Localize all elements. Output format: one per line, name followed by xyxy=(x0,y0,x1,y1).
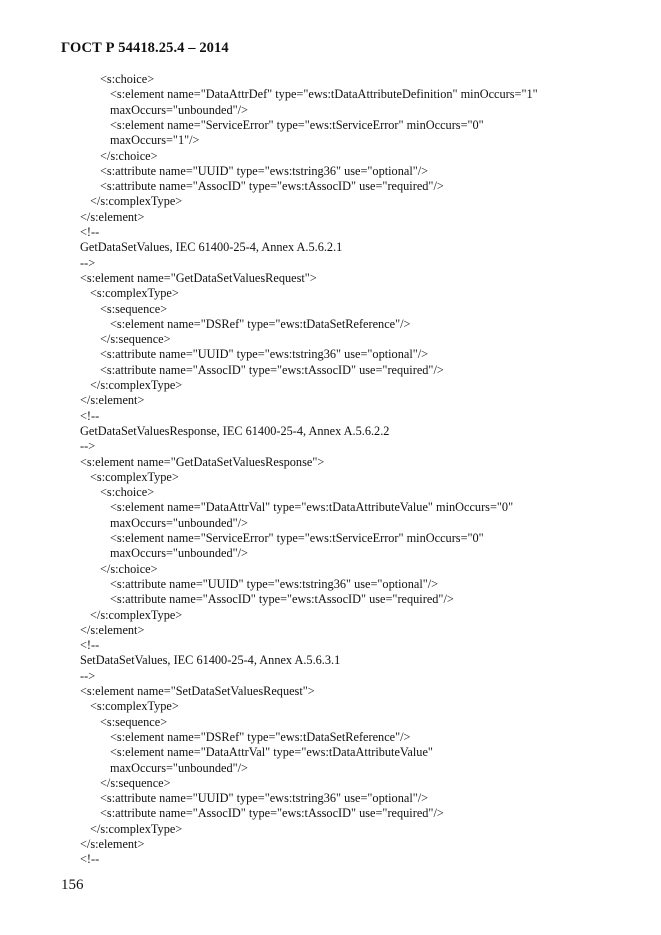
code-line: <s:complexType> xyxy=(90,699,179,714)
document-header: ГОСТ Р 54418.25.4 – 2014 xyxy=(61,40,229,56)
code-line: <!-- xyxy=(80,408,100,423)
code-line: </s:element> xyxy=(80,209,145,224)
code-line: maxOccurs="1"/> xyxy=(110,133,200,148)
code-line: </s:complexType> xyxy=(90,194,183,209)
code-line: <s:attribute name="AssocID" type="ews:tAssocID" use="required"/> xyxy=(100,806,444,821)
code-line: --> xyxy=(80,439,96,454)
code-line: <s:element name="DataAttrDef" type="ews:tDataAttributeDefinition" minOccurs="1" xyxy=(110,87,538,102)
code-line: GetDataSetValuesResponse, IEC 61400-25-4, Annex A.5.6.2.2 xyxy=(80,423,390,438)
code-line: <!-- xyxy=(80,852,100,867)
code-line: maxOccurs="unbounded"/> xyxy=(110,515,248,530)
code-line: <s:complexType> xyxy=(90,286,179,301)
code-line: <s:element name="ServiceError" type="ews:tServiceError" minOccurs="0" xyxy=(110,117,484,132)
code-line: </s:sequence> xyxy=(100,332,171,347)
code-line: <s:element name="GetDataSetValuesResponse"> xyxy=(80,454,325,469)
code-line: </s:element> xyxy=(80,622,145,637)
code-line: </s:complexType> xyxy=(90,607,183,622)
code-line: <s:attribute name="UUID" type="ews:tstring36" use="optional"/> xyxy=(110,576,439,591)
code-line: </s:complexType> xyxy=(90,378,183,392)
code-line: </s:sequence> xyxy=(100,775,171,790)
code-line: </s:complexType> xyxy=(90,821,183,836)
code-line: </s:choice> xyxy=(100,561,158,576)
code-line: </s:element> xyxy=(80,393,145,408)
code-line: <s:sequence> xyxy=(100,714,168,729)
code-line: <s:choice> xyxy=(100,72,155,86)
code-line: <!-- xyxy=(80,638,100,653)
code-line: maxOccurs="unbounded"/> xyxy=(110,546,248,561)
code-line: <s:attribute name="AssocID" type="ews:tAssocID" use="required"/> xyxy=(100,179,444,194)
code-line: <s:sequence> xyxy=(100,301,168,316)
code-line: --> xyxy=(80,255,96,270)
code-line: <s:complexType> xyxy=(90,469,179,484)
code-line: <s:choice> xyxy=(100,485,155,500)
code-line: GetDataSetValues, IEC 61400-25-4, Annex A.5.6.2.1 xyxy=(80,240,343,255)
code-line: <s:element name="DSRef" type="ews:tDataSetReference"/> xyxy=(110,316,411,331)
code-line: <s:attribute name="UUID" type="ews:tstring36" use="optional"/> xyxy=(100,347,429,362)
code-line: <s:element name="SetDataSetValuesRequest"> xyxy=(80,684,315,698)
code-line: --> xyxy=(80,668,96,683)
code-line: <s:attribute name="AssocID" type="ews:tAssocID" use="required"/> xyxy=(110,592,454,607)
code-line: <s:element name="GetDataSetValuesRequest"> xyxy=(80,270,317,285)
code-line: <s:element name="ServiceError" type="ews:tServiceError" minOccurs="0" xyxy=(110,531,484,545)
code-line: <s:element name="DataAttrVal" type="ews:tDataAttributeValue" minOccurs="0" xyxy=(110,500,514,515)
code-line: <s:element name="DSRef" type="ews:tDataSetReference"/> xyxy=(110,729,411,744)
code-line: <s:attribute name="UUID" type="ews:tstring36" use="optional"/> xyxy=(100,163,429,178)
code-line: SetDataSetValues, IEC 61400-25-4, Annex A.5.6.3.1 xyxy=(80,653,341,668)
code-line: maxOccurs="unbounded"/> xyxy=(110,760,248,775)
page-number: 156 xyxy=(61,877,84,893)
code-line: <s:attribute name="AssocID" type="ews:tAssocID" use="required"/> xyxy=(100,362,444,377)
code-line: <s:element name="DataAttrVal" type="ews:tDataAttributeValue" xyxy=(110,745,433,760)
code-line: maxOccurs="unbounded"/> xyxy=(110,102,248,117)
code-line: <s:attribute name="UUID" type="ews:tstring36" use="optional"/> xyxy=(100,791,429,806)
code-line: </s:element> xyxy=(80,837,145,851)
code-line: </s:choice> xyxy=(100,148,158,163)
code-line: <!-- xyxy=(80,225,100,239)
